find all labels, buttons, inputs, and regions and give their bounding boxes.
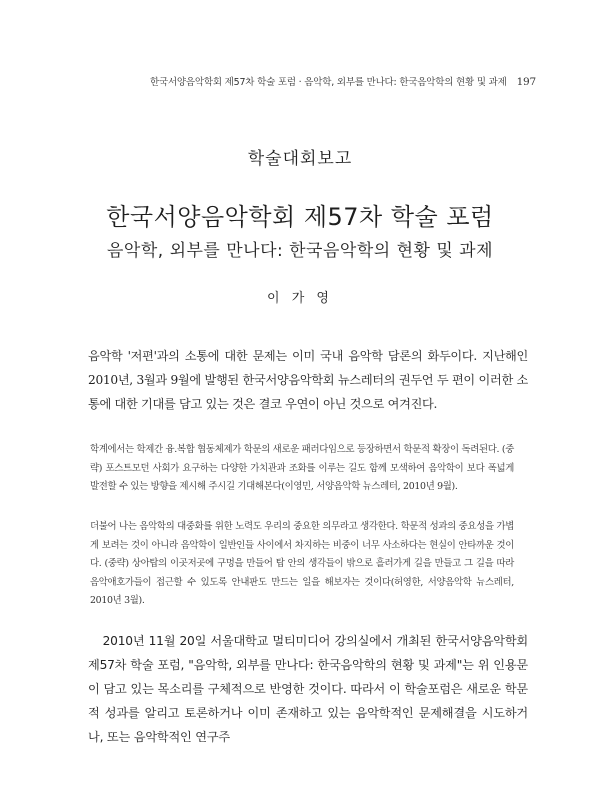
running-title: 한국서양음악학회 제57차 학술 포럼 · 음악학, 외부를 만나다: 한국음악학의 현황 및 과제 [150, 77, 507, 88]
article-title: 한국서양음악학회 제57차 학술 포럼 [106, 203, 494, 231]
section-label: 학술대회보고 [247, 149, 353, 169]
page-number: 197 [516, 76, 537, 88]
intro-paragraph: 음악학 '저편'과의 소통에 대한 문제는 이미 국내 음악학 담론의 화두이다. 지난해인 2010년, 3월과 9월에 발행된 한국서양음악학회 뉴스레터의 권두언 두 편이 이러한 소통에 대한 기대를 담고 있는 것은 결코 우연이 아닌 것으로 여겨진다. [88, 349, 528, 411]
running-header [150, 74, 537, 88]
block-quote-1: 학계에서는 학제간 융.복합 협동체제가 학문의 새로운 패러다임으로 등장하면서 학문적 확장이 독려된다. (중략) 포스트모던 사회가 요구하는 다양한 가치관과 조화를 이루는 길도 함께 모색하여 음악학이 보다 폭넓게 발전할 수 있는 방향을 제시해 주시길 기대해본다(이영민, 서양음악학 뉴스레터, 2010년 9월). [90, 444, 514, 492]
article-subtitle: 음악학, 외부를 만나다: 한국음악학의 현황 및 과제 [107, 241, 493, 261]
author-name: 이 가 영 [267, 291, 333, 306]
block-quote-2: 더불어 나는 음악학의 대중화를 위한 노력도 우리의 중요한 의무라고 생각한다. 학문적 성과의 중요성을 가볍게 보려는 것이 아니라 음악학이 일반인들 사이에서 차지하는 비중이 너무 사소하다는 현실이 안타까운 것이다. (중략) 상아탑의 이곳저곳에 구멍을 만들어 탑 안의 생각들이 밖으로 흘러가게 길을 만들고 그 길을 따라 음악애호가들이 접근할 수 있도록 안내판도 만드는 일을 해보자는 것이다(허영한, 서양음악학 뉴스레터, 2010년 3월). [90, 521, 514, 606]
body-paragraph-2: 2010년 11월 20일 서울대학교 멀티미디어 강의실에서 개최된 한국서양음악학회 제57차 학술 포럼, "음악학, 외부를 만나다: 한국음악학의 현황 및 과제"는 위 인용문이 담고 있는 목소리를 구체적으로 반영한 것이다. 따라서 이 학술포럼은 새로운 학문적 성과를 알리고 토론하거나 이미 존재하고 있는 음악학적인 문제해결을 시도하거나, 또는 음악학적인 연구주 [88, 634, 528, 744]
